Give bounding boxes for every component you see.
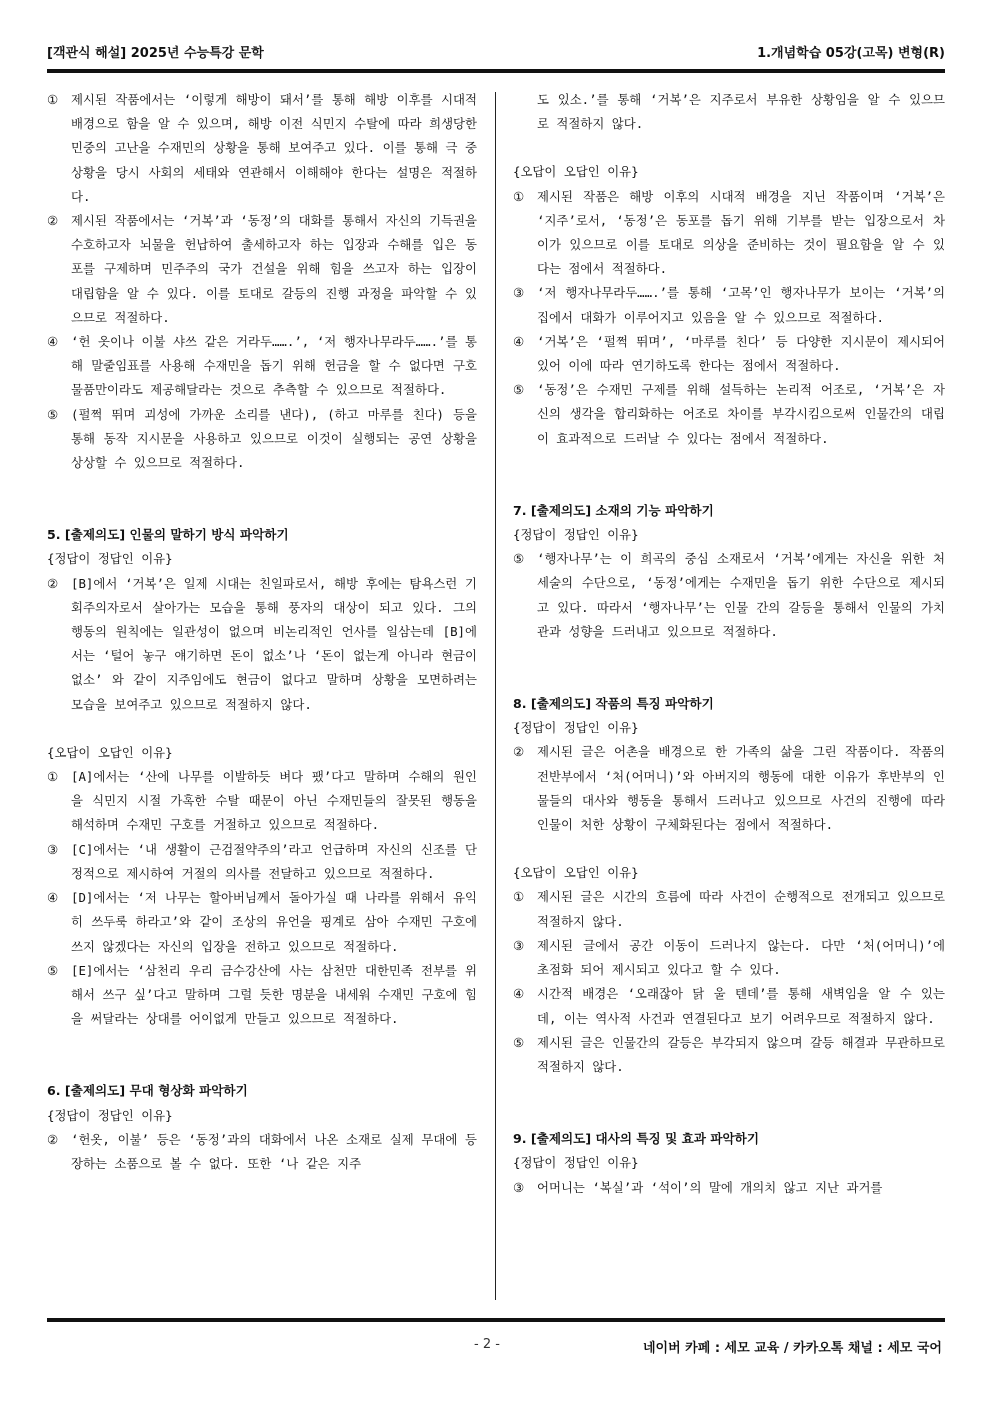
list-item: ⑤ (펄쩍 뛰며 괴성에 가까운 소리를 낸다), (하고 마루를 친다) 등을 통해 동작 지시문을 사용하고 있으므로 이것이 실행되는 공연 상황을 상상할 수 있으므로 적절하다. bbox=[47, 406, 477, 471]
page-number: - 2 - bbox=[474, 1337, 500, 1352]
header-section: 1.개념학습 05강(고목) 변형(R) bbox=[757, 45, 945, 61]
list-item: ① [A]에서는 ‘산에 나무를 이발하듯 벼다 팼’다고 말하며 수해의 원인을 식민지 시절 가혹한 수탈 때문이 아닌 수재민들의 잘못된 행동을 해석하며 수재민 구호를 거절하고 있으므로 적절하다. bbox=[47, 769, 477, 833]
right-column bbox=[513, 88, 945, 1200]
list-item: ③ [C]에서는 ‘내 생활이 근검절약주의’라고 언급하며 자신의 신조를 단정적으로 제시하여 거절의 의사를 전달하고 있으므로 적절하다. bbox=[47, 841, 477, 881]
q7-correct-label: {정답이 정답인 이유} bbox=[513, 527, 639, 543]
footer-credit: 네이버 카페 : 세모 교육 / 카카오톡 채널 : 세모 국어 bbox=[642, 1341, 942, 1356]
list-item: ⑤ 제시된 글은 인물간의 갈등은 부각되지 않으며 갈등 해결과 무관하므로 적절하지 않다. bbox=[513, 1034, 945, 1074]
list-item: ① 제시된 작품에서는 ‘이렇게 해방이 돼서’를 통해 해방 이후를 시대적 배경으로 함을 알 수 있으며, 해방 이전 식민지 수탈에 따라 희생당한 민중의 고난을 수재민의 상황을 통해 보여주고 있다. 이를 통해 극 중 상황을 당시 사회의 세태와 연관해서 이해해야 한다는 설명은 적절하다. bbox=[47, 92, 477, 204]
list-item: ⑤ ‘동정’은 수재민 구제를 위해 설득하는 논리적 어조로, ‘거복’은 자신의 생각을 합리화하는 어조로 차이를 부각시킴으로써 인물간의 대립이 효과적으로 드러날 수 있다는 점에서 적절하다. bbox=[513, 382, 945, 446]
list-item: ① 제시된 작품은 해방 이후의 시대적 배경을 지닌 작품이며 ‘거복’은 ‘지주’로서, ‘동정’은 동포를 돕기 위해 기부를 받는 입장으로서 차이가 있으므로 이를 토대로 의상을 준비하는 것이 필요함을 알 수 있다는 점에서 적절하다. bbox=[513, 188, 945, 277]
list-item: ① 제시된 글은 시간의 흐름에 따라 사건이 순행적으로 전개되고 있으므로 적절하지 않다. bbox=[513, 889, 945, 929]
list-item-continued: 도 있소.’를 통해 ‘거복’은 지주로서 부유한 상황임을 알 수 있으므로 적절하지 않다. bbox=[537, 92, 945, 132]
q5-heading: 5. [출제의도] 인물의 말하기 방식 파악하기 bbox=[47, 527, 289, 543]
list-item: ④ [D]에서는 ‘저 나무는 할아버님께서 돌아가실 때 나라를 위해서 유익히 쓰두룩 하라고’와 같이 조상의 유언을 핑계로 삼아 수재민 구호에 쓰지 않겠다는 자신의 입장을 전하고 있으므로 적절하다. bbox=[47, 890, 477, 954]
list-item: ④ 시간적 배경은 ‘오래잖아 닭 울 텐데’를 통해 새벽임을 알 수 있는데, 이는 역사적 사건과 연결된다고 보기 어려우므로 적절하지 않다. bbox=[513, 986, 945, 1026]
q5-wrong-label: {오답이 오답인 이유} bbox=[47, 744, 173, 760]
q5-correct-label: {정답이 정답인 이유} bbox=[47, 551, 173, 567]
list-item: ② ‘헌옷, 이불’ 등은 ‘동정’과의 대화에서 나온 소재로 실제 무대에 등장하는 소품으로 볼 수 없다. 또한 ‘나 같은 지주 bbox=[47, 1131, 477, 1171]
q9-heading: 9. [출제의도] 대사의 특징 및 효과 파악하기 bbox=[513, 1131, 760, 1147]
header-title: [객관식 해설] 2025년 수능특강 문학 bbox=[47, 45, 264, 61]
q8-wrong-label: {오답이 오답인 이유} bbox=[513, 865, 639, 881]
list-item: ③ 어머니는 ‘복실’과 ‘석이’의 말에 개의치 않고 지난 과거를 bbox=[513, 1179, 883, 1195]
bottom-rule bbox=[47, 1318, 945, 1322]
list-item: ③ ‘저 행자나무라두…….’를 통해 ‘고목’인 행자나무가 보이는 ‘거복’의 집에서 대화가 이루어지고 있음을 알 수 있으므로 적절하다. bbox=[513, 285, 945, 325]
page-header bbox=[47, 38, 945, 64]
list-item: ⑤ ‘행자나무’는 이 희곡의 중심 소재로서 ‘거복’에게는 자신을 위한 처세술의 수단으로, ‘동정’에게는 수재민을 돕기 위한 수단으로 제시되고 있다. 따라서 ‘행자나무’는 인물 간의 갈등을 통해서 인물의 가치관과 성향을 드러내고 있으므로 적절하다. bbox=[513, 551, 945, 639]
list-item: ④ ‘헌 옷이나 이불 샤쓰 같은 거라두…….’, ‘저 행자나무라두…….’를 통해 말줄임표를 사용해 수재민을 돕기 위해 헌금을 할 수 없다면 구호 물품만이라도 제공해달라는 것으로 추측할 수 있으므로 적절하다. bbox=[47, 334, 477, 398]
q9-correct-label: {정답이 정답인 이유} bbox=[513, 1155, 639, 1171]
column-divider bbox=[495, 92, 496, 1300]
list-item: ③ 제시된 글에서 공간 이동이 드러나지 않는다. 다만 ‘처(어머니)’에 초점화 되어 제시되고 있다고 할 수 있다. bbox=[513, 937, 945, 978]
q6-wrong-label: {오답이 오답인 이유} bbox=[513, 164, 639, 180]
left-column bbox=[47, 88, 477, 1176]
q6-heading: 6. [출제의도] 무대 형상화 파악하기 bbox=[47, 1083, 248, 1099]
list-item: ② 제시된 작품에서는 ‘거복’과 ‘동정’의 대화를 통해서 자신의 기득권을 수호하고자 뇌물을 헌납하여 출세하고자 하는 입장과 수해를 입은 동포를 구제하며 민주주의 국가 건설을 위해 힘을 쓰고자 하는 입장이 대립함을 알 수 있다. 이를 토대로 갈등의 진행 과정을 파악할 수 있으므로 적절하다. bbox=[47, 213, 477, 325]
list-item: ⑤ [E]에서는 ‘삼천리 우리 금수강산에 사는 삼천만 대한민족 전부를 위해서 쓰구 싶’다고 말하며 그럴 듯한 명분을 내세워 수재민 구호에 힘을 써달라는 상대를 어이없게 만들고 있으므로 적절하다. bbox=[47, 962, 477, 1027]
q7-heading: 7. [출제의도] 소재의 기능 파악하기 bbox=[513, 502, 714, 518]
list-item: ② 제시된 글은 어촌을 배경으로 한 가족의 삶을 그린 작품이다. 작품의 전반부에서 ‘처(어머니)’와 아버지의 행동에 대한 이유가 후반부의 인물들의 대사와 행동을 통해서 드러나고 있으므로 사건의 진행에 따라 인물이 처한 상황이 구체화된다는 점에서 적절하다. bbox=[513, 744, 945, 833]
page-footer bbox=[0, 1333, 992, 1359]
list-item: ② [B]에서 ‘거복’은 일제 시대는 친일파로서, 해방 후에는 탐욕스런 기회주의자로서 살아가는 모습을 통해 풍자의 대상이 되고 있다. 그의 행동의 원칙에는 일관성이 없으며 비논리적인 언사를 일삼는데 [B]에서는 ‘털어 놓구 얘기하면 돈이 없소’나 ‘돈이 없는게 아니라 현금이 없소’ 와 같이 지주임에도 현금이 없다고 말하며 상황을 모면하려는 모습을 보여주고 있으므로 적절하지 않다. bbox=[47, 575, 477, 712]
list-item: ④ ‘거복’은 ‘펄쩍 뛰며’, ‘마루를 친다’ 등 다양한 지시문이 제시되어 있어 이에 따라 연기하도록 한다는 점에서 적절하다. bbox=[513, 333, 945, 374]
q6-correct-label: {정답이 정답인 이유} bbox=[47, 1107, 173, 1123]
top-rule bbox=[47, 69, 945, 73]
q8-correct-label: {정답이 정답인 이유} bbox=[513, 720, 639, 736]
q8-heading: 8. [출제의도] 작품의 특징 파악하기 bbox=[513, 696, 714, 712]
